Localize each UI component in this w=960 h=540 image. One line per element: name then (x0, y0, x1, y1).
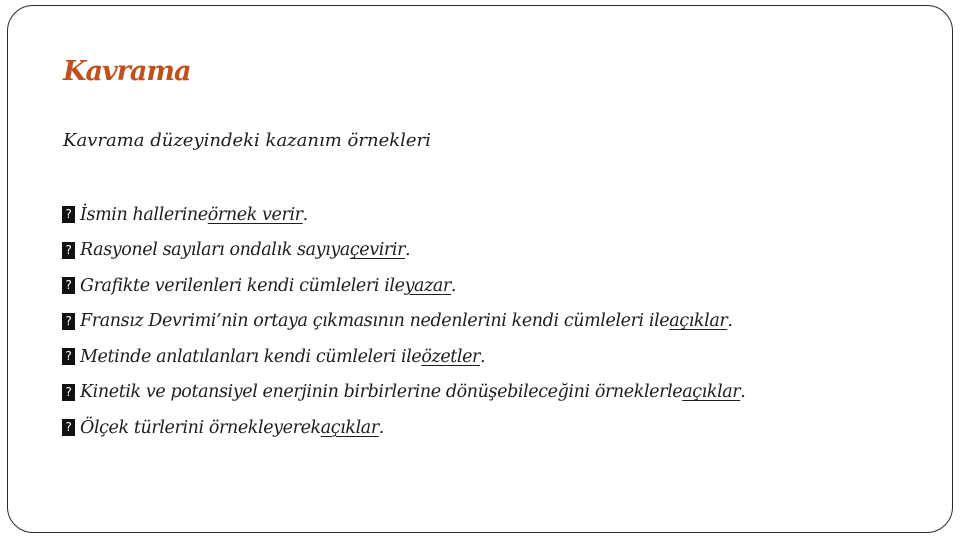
item-text: Rasyonel sayıları ondalık sayıya (80, 240, 350, 261)
item-verb: açıklar (682, 382, 741, 403)
item-end: . (727, 311, 733, 332)
bullet-icon: ? (62, 206, 75, 223)
list-item (62, 197, 745, 233)
list-item (62, 233, 745, 269)
item-verb: çevirir (349, 240, 406, 261)
item-text: İsmin hallerine (80, 204, 208, 225)
list-item (62, 410, 745, 446)
item-end: . (740, 382, 746, 403)
list-item (62, 375, 745, 411)
item-text: Metinde anlatılanları kendi cümleleri ile (80, 346, 422, 367)
outcome-list (62, 197, 745, 446)
list-item (62, 268, 745, 304)
item-end: . (450, 275, 457, 296)
bullet-icon: ? (62, 348, 75, 365)
item-verb: açıklar (669, 311, 728, 332)
item-text: Grafikte verilenleri kendi cümleleri ile (80, 275, 405, 296)
bullet-icon: ? (62, 277, 75, 294)
item-verb: örnek verir (207, 204, 303, 225)
bullet-icon: ? (62, 384, 75, 401)
item-end: . (480, 346, 486, 367)
item-end: . (405, 240, 411, 261)
item-text: Fransız Devrimi’nin ortaya çıkmasının nedenlerini kendi cümleleri ile (80, 311, 670, 332)
item-verb: özetler (421, 346, 481, 367)
item-verb: yazar (404, 275, 451, 296)
item-text: Ölçek türlerini örnekleyerek (80, 417, 321, 438)
bullet-icon: ? (62, 419, 75, 436)
list-item (62, 339, 745, 375)
list-item (62, 304, 745, 340)
item-end: . (378, 417, 384, 438)
slide-title: Kavrama (63, 56, 191, 87)
slide-subtitle: Kavrama düzeyindeki kazanım örnekleri (63, 130, 431, 151)
bullet-icon: ? (62, 313, 75, 330)
bullet-icon: ? (62, 242, 75, 259)
item-text: Kinetik ve potansiyel enerjinin birbirlerine dönüşebileceğini örneklerle (80, 382, 683, 403)
item-verb: açıklar (320, 417, 379, 438)
item-end: . (302, 204, 308, 225)
